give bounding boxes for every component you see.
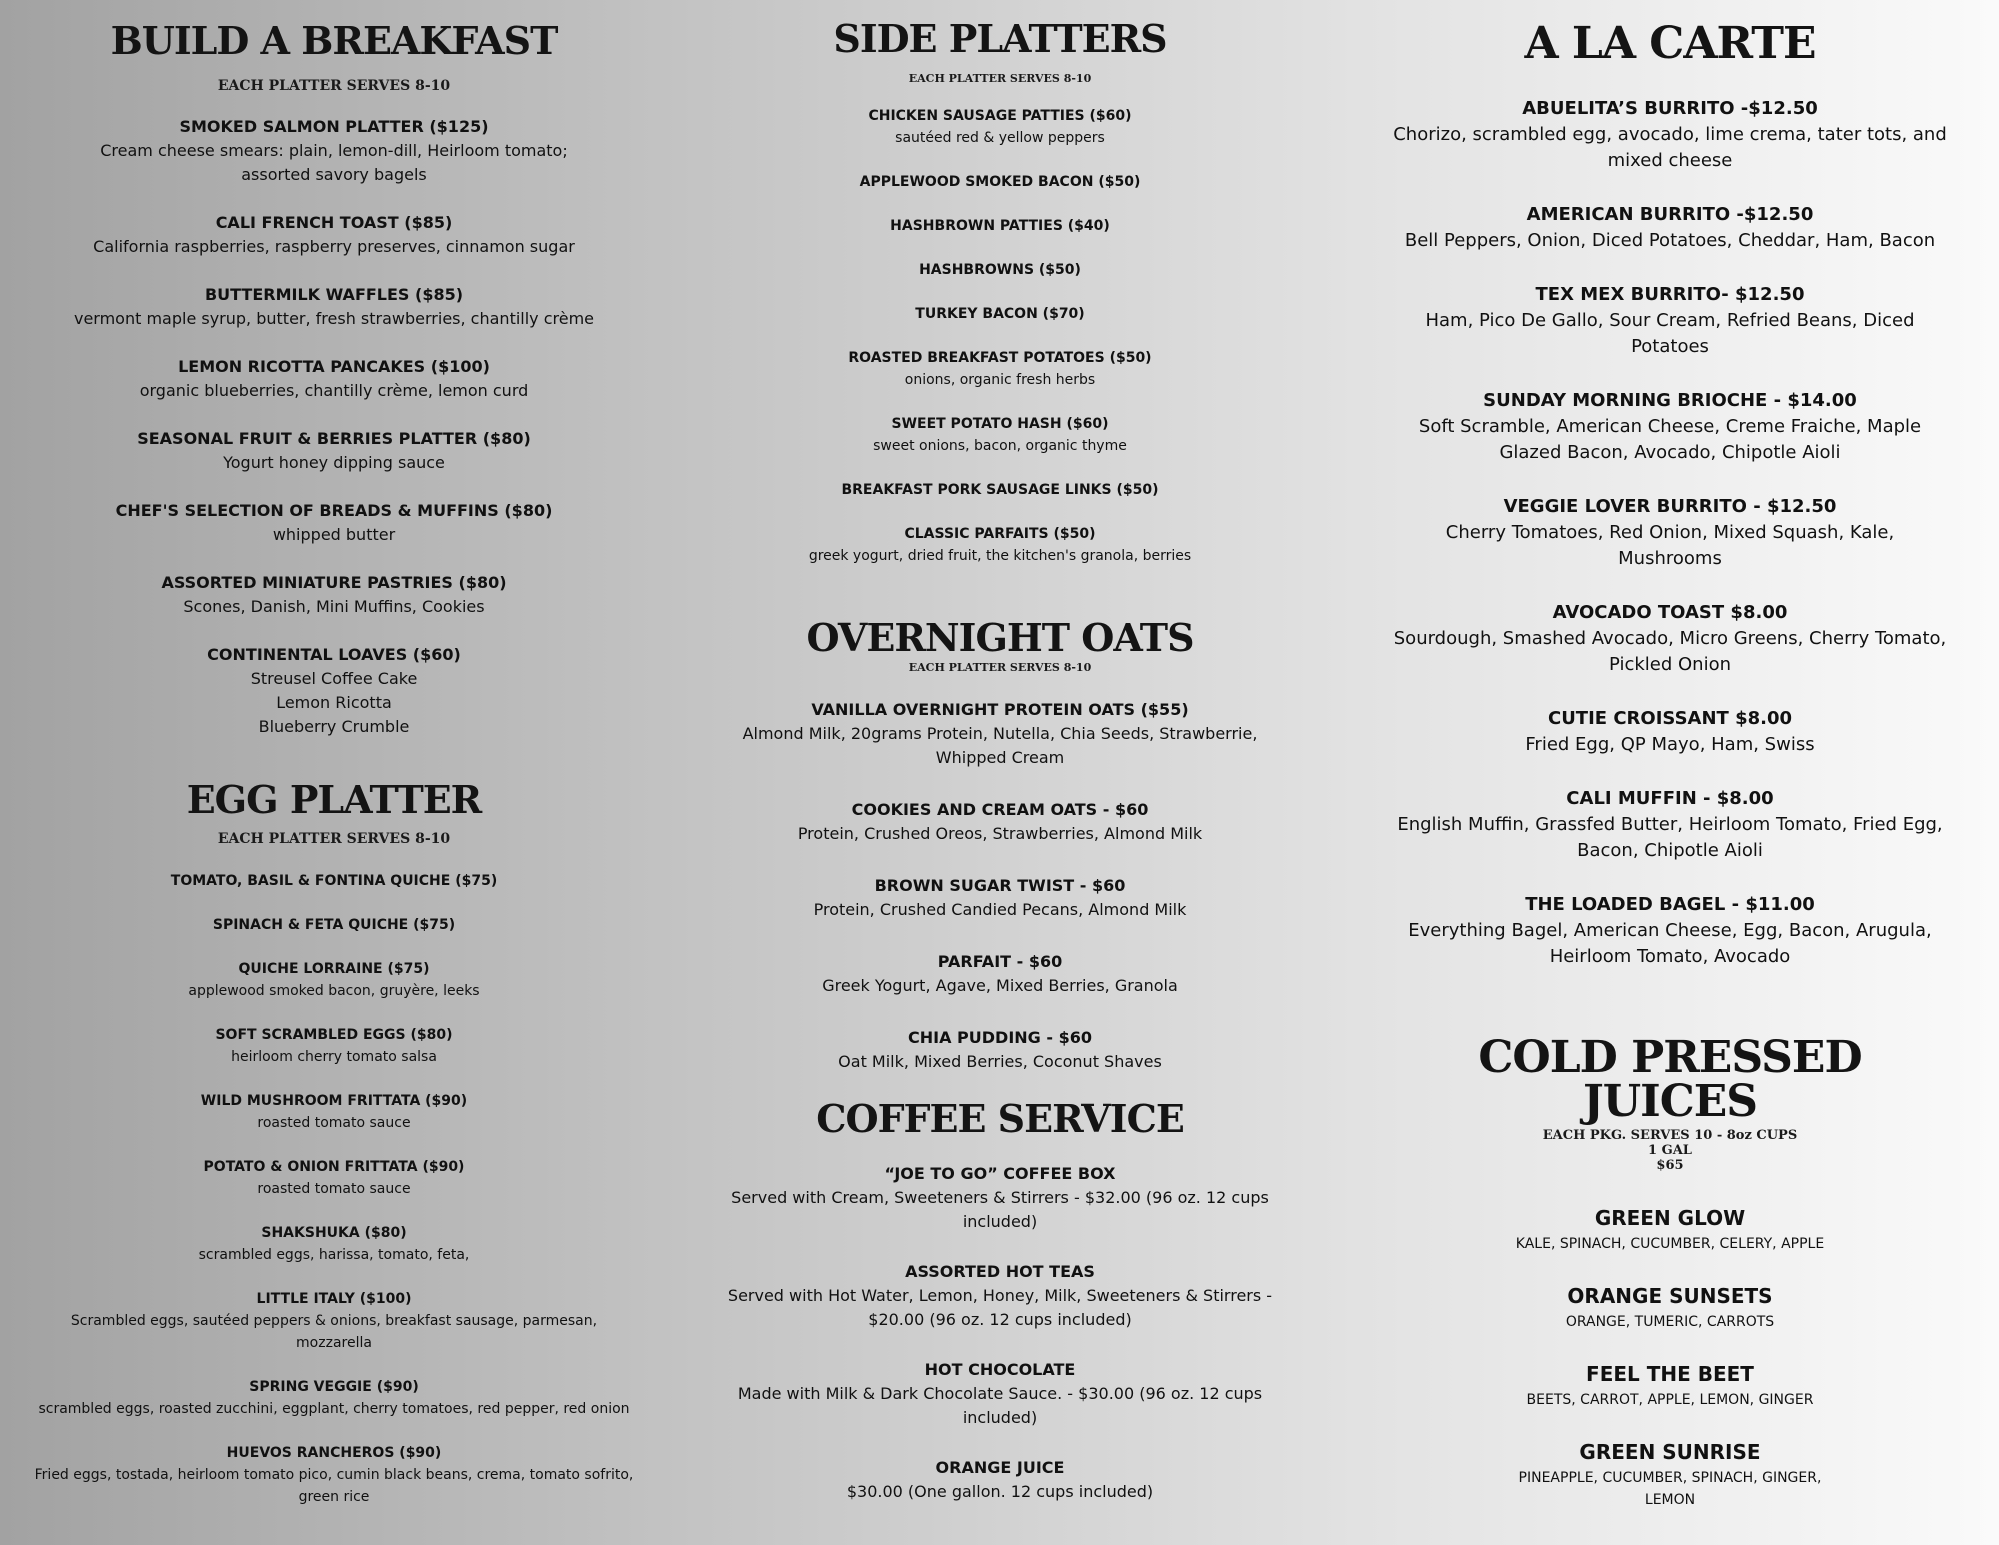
menu-item [700, 105, 1300, 149]
menu-item [14, 427, 654, 475]
menu-item-description: scrambled eggs, roasted zucchini, eggplant, cherry tomatoes, red pepper, red onion [38, 1400, 630, 1417]
menu-item [1360, 706, 1980, 758]
menu-item [700, 950, 1300, 998]
juice-serving-info: EACH PKG. SERVES 10 - 8oz CUPS [1542, 1128, 1798, 1143]
menu-item-name: QUICHE LORRAINE ($75) [238, 960, 430, 977]
menu-item-name: ASSORTED MINIATURE PASTRIES ($80) [161, 572, 507, 592]
menu-item-name: SPINACH & FETA QUICHE ($75) [212, 916, 456, 933]
menu-item-description: greek yogurt, dried fruit, the kitchen's granola, berries [808, 548, 1192, 565]
cold-pressed-juices-list [1360, 1203, 1980, 1511]
menu-item-name: ROASTED BREAKFAST POTATOES ($50) [848, 350, 1152, 367]
menu-item-name: AVOCADO TOAST $8.00 [1552, 602, 1788, 623]
side-platters-heading: SIDE PLATTERS [833, 16, 1167, 61]
menu-item-description: Yogurt honey dipping sauce [223, 452, 445, 472]
a-la-carte-list [1360, 96, 1980, 970]
menu-item-description: onions, organic fresh herbs [904, 372, 1096, 389]
middle-column [700, 0, 1300, 1504]
left-column [14, 0, 654, 1508]
menu-item [1360, 1359, 1980, 1411]
menu-item-description: Fried Egg, QP Mayo, Ham, Swiss [1525, 734, 1815, 755]
coffee-service-heading: COFFEE SERVICE [816, 1096, 1184, 1142]
cold-pressed-juices-heading-line2: JUICES [1582, 1076, 1758, 1127]
menu-item-name: “JOE TO GO” COFFEE BOX [884, 1164, 1116, 1184]
menu-item-description: Greek Yogurt, Agave, Mixed Berries, Granola [822, 976, 1178, 996]
menu-item [700, 874, 1300, 922]
menu-item [700, 1456, 1300, 1504]
menu-item [1360, 1281, 1980, 1333]
menu-item [14, 958, 654, 1002]
menu-item-name: CLASSIC PARFAITS ($50) [904, 526, 1096, 543]
menu-item [14, 115, 654, 187]
menu-item [14, 211, 654, 259]
menu-item-description: roasted tomato sauce [257, 1114, 411, 1131]
menu-item [1360, 786, 1980, 864]
menu-item-name: TOMATO, BASIL & FONTINA QUICHE ($75) [170, 872, 498, 889]
menu-item-name: BROWN SUGAR TWIST - $60 [874, 876, 1126, 896]
menu-item-description: heirloom cherry tomato salsa [231, 1048, 437, 1065]
menu-item-name: SEASONAL FRUIT & BERRIES PLATTER ($80) [137, 428, 531, 448]
menu-item [700, 1260, 1300, 1332]
menu-item-description: Ham, Pico De Gallo, Sour Cream, Refried Beans, Diced Potatoes [1425, 310, 1915, 357]
cold-pressed-juices-heading-line1: COLD PRESSED [1478, 1032, 1862, 1083]
menu-item-description: Streusel Coffee Cake Lemon Ricotta Blueberry Crumble [250, 668, 418, 736]
menu-item-name: CALI MUFFIN - $8.00 [1566, 788, 1774, 809]
menu-item [14, 283, 654, 331]
menu-item [700, 523, 1300, 567]
menu-item-name: PARFAIT - $60 [937, 952, 1063, 972]
menu-item [1360, 494, 1980, 572]
menu-item [14, 1376, 654, 1420]
menu-item-name: ASSORTED HOT TEAS [905, 1262, 1095, 1282]
menu-item-description: KALE, SPINACH, CUCUMBER, CELERY, APPLE [1515, 1236, 1825, 1252]
menu-item-description: sweet onions, bacon, organic thyme [873, 438, 1127, 455]
menu-item [700, 479, 1300, 501]
menu-item-name: BUTTERMILK WAFFLES ($85) [204, 284, 464, 304]
build-breakfast-subtitle: EACH PLATTER SERVES 8-10 [217, 78, 451, 94]
menu-item [1360, 282, 1980, 360]
menu-item-description: applewood smoked bacon, gruyère, leeks [188, 982, 480, 999]
menu-item-name: HASHBROWNS ($50) [919, 262, 1081, 279]
menu-item [1360, 202, 1980, 254]
menu-item-name: FEEL THE BEET [1586, 1362, 1754, 1386]
build-breakfast-list [14, 115, 654, 739]
menu-item-description: PINEAPPLE, CUCUMBER, SPINACH, GINGER, LEMON [1518, 1470, 1822, 1508]
menu-item-description: English Muffin, Grassfed Butter, Heirloom Tomato, Fried Egg, Bacon, Chipotle Aioli [1397, 814, 1943, 861]
menu-item-description: Fried eggs, tostada, heirloom tomato pico, cumin black beans, crema, tomato sofrito, green rice [34, 1466, 634, 1505]
menu-item-description: ORANGE, TUMERIC, CARROTS [1565, 1314, 1775, 1330]
menu-item [14, 914, 654, 936]
right-column [1360, 0, 1980, 1511]
egg-platter-list [14, 870, 654, 1508]
menu-item [700, 1358, 1300, 1430]
menu-item [700, 215, 1300, 237]
menu-item-name: SHAKSHUKA ($80) [261, 1224, 407, 1241]
menu-item [700, 798, 1300, 846]
menu-item-description: Scrambled eggs, sautéed peppers & onions, breakfast sausage, parmesan, mozzarella [70, 1312, 598, 1351]
menu-item-description: scrambled eggs, harissa, tomato, feta, [198, 1246, 470, 1263]
coffee-service-list [700, 1162, 1300, 1504]
menu-item-name: WILD MUSHROOM FRITTATA ($90) [200, 1092, 468, 1109]
menu-item-description: Chorizo, scrambled egg, avocado, lime crema, tater tots, and mixed cheese [1393, 124, 1947, 171]
menu-item-name: GREEN SUNRISE [1579, 1440, 1761, 1464]
menu-item-name: THE LOADED BAGEL - $11.00 [1525, 894, 1815, 915]
menu-item-description: sautéed red & yellow peppers [895, 130, 1105, 147]
side-platters-subtitle: EACH PLATTER SERVES 8-10 [908, 72, 1092, 85]
menu-item-name: HOT CHOCOLATE [924, 1360, 1076, 1380]
menu-item-description: California raspberries, raspberry preserves, cinnamon sugar [93, 236, 575, 256]
menu-item [700, 1026, 1300, 1074]
menu-item-name: CALI FRENCH TOAST ($85) [215, 212, 453, 232]
menu-item-name: ORANGE JUICE [935, 1458, 1065, 1478]
menu-item-name: SPRING VEGGIE ($90) [249, 1378, 419, 1395]
menu-item-name: CHIA PUDDING - $60 [908, 1028, 1092, 1048]
menu-item [14, 1024, 654, 1068]
menu-item-description: Protein, Crushed Candied Pecans, Almond Milk [813, 900, 1187, 920]
menu-item-description: Cream cheese smears: plain, lemon-dill, Heirloom tomato; assorted savory bagels [100, 140, 568, 184]
menu-item-description: Protein, Crushed Oreos, Strawberries, Almond Milk [797, 824, 1203, 844]
menu-item-name: TURKEY BACON ($70) [915, 306, 1085, 323]
menu-item-name: VANILLA OVERNIGHT PROTEIN OATS ($55) [811, 700, 1189, 720]
menu-item-description: organic blueberries, chantilly crème, lemon curd [139, 380, 529, 400]
menu-item-name: VEGGIE LOVER BURRITO - $12.50 [1503, 496, 1837, 517]
menu-item-description: Served with Hot Water, Lemon, Honey, Milk, Sweeteners & Stirrers - $20.00 (96 oz. 12 cups included) [727, 1286, 1273, 1330]
menu-item [1360, 1203, 1980, 1255]
menu-item [700, 259, 1300, 281]
menu-item-name: ABUELITA’S BURRITO -$12.50 [1522, 98, 1818, 119]
menu-item [14, 1156, 654, 1200]
menu-item-description: Scones, Danish, Mini Muffins, Cookies [183, 596, 485, 616]
menu-item-name: TEX MEX BURRITO- $12.50 [1535, 284, 1805, 305]
menu-item-name: BREAKFAST PORK SAUSAGE LINKS ($50) [841, 482, 1159, 499]
menu-item [1360, 892, 1980, 970]
menu-item-description: Soft Scramble, American Cheese, Creme Fraiche, Maple Glazed Bacon, Avocado, Chipotle Aioli [1418, 416, 1922, 463]
menu-item-name: HUEVOS RANCHEROS ($90) [226, 1444, 442, 1461]
menu-item-name: CONTINENTAL LOAVES ($60) [207, 644, 461, 664]
a-la-carte-heading: A LA CARTE [1524, 18, 1816, 69]
menu-item-description: BEETS, CARROT, APPLE, LEMON, GINGER [1526, 1392, 1814, 1408]
menu-item-name: LEMON RICOTTA PANCAKES ($100) [178, 356, 490, 376]
overnight-oats-heading: OVERNIGHT OATS [806, 615, 1194, 661]
menu-item-description: Sourdough, Smashed Avocado, Micro Greens, Cherry Tomato, Pickled Onion [1393, 628, 1947, 675]
menu-item-name: CHEF'S SELECTION OF BREADS & MUFFINS ($80) [115, 500, 553, 520]
menu-item [14, 1090, 654, 1134]
cold-pressed-juices-heading [1360, 1032, 1980, 1127]
menu-item-name: SOFT SCRAMBLED EGGS ($80) [215, 1026, 453, 1043]
build-breakfast-heading: BUILD A BREAKFAST [110, 18, 558, 63]
menu-item-description: roasted tomato sauce [257, 1180, 411, 1197]
menu-item-description: Cherry Tomatoes, Red Onion, Mixed Squash, Kale, Mushrooms [1445, 522, 1895, 569]
menu-item [700, 698, 1300, 770]
menu-item-name: AMERICAN BURRITO -$12.50 [1526, 204, 1814, 225]
menu-item [14, 1222, 654, 1266]
menu-item [14, 571, 654, 619]
menu-item-name: COOKIES AND CREAM OATS - $60 [851, 800, 1149, 820]
menu-item-name: CHICKEN SAUSAGE PATTIES ($60) [868, 108, 1132, 125]
menu-item [14, 355, 654, 403]
menu-item [14, 499, 654, 547]
menu-item-name: SWEET POTATO HASH ($60) [891, 416, 1109, 433]
menu-item-description: vermont maple syrup, butter, fresh strawberries, chantilly crème [73, 308, 595, 328]
juice-volume-info: 1 GAL [1648, 1143, 1692, 1158]
menu-item [14, 643, 654, 739]
overnight-oats-list [700, 698, 1300, 1074]
menu-item [700, 303, 1300, 325]
menu-item-name: LITTLE ITALY ($100) [256, 1290, 412, 1307]
juice-price-info: $65 [1656, 1158, 1684, 1173]
menu-item-description: Oat Milk, Mixed Berries, Coconut Shaves [838, 1052, 1162, 1072]
cold-pressed-juices-subtitle [1360, 1128, 1980, 1173]
egg-platter-subtitle: EACH PLATTER SERVES 8-10 [217, 830, 451, 847]
menu-item [1360, 388, 1980, 466]
menu-item-name: CUTIE CROISSANT $8.00 [1547, 708, 1793, 729]
menu-item [1360, 1437, 1980, 1511]
egg-platter-heading: EGG PLATTER [186, 776, 482, 822]
menu-item-name: GREEN GLOW [1594, 1206, 1746, 1230]
menu-item-description: Everything Bagel, American Cheese, Egg, Bacon, Arugula, Heirloom Tomato, Avocado [1408, 920, 1932, 967]
menu-item [1360, 600, 1980, 678]
overnight-oats-subtitle: EACH PLATTER SERVES 8-10 [908, 661, 1092, 675]
menu-item-name: ORANGE SUNSETS [1567, 1284, 1773, 1308]
menu-item [14, 1442, 654, 1508]
menu-item [700, 1162, 1300, 1234]
menu-item [700, 413, 1300, 457]
menu-item-description: Made with Milk & Dark Chocolate Sauce. - $30.00 (96 oz. 12 cups included) [737, 1384, 1263, 1428]
menu-item-name: POTATO & ONION FRITTATA ($90) [203, 1158, 465, 1175]
menu-item [14, 1288, 654, 1354]
menu-item-description: Bell Peppers, Onion, Diced Potatoes, Cheddar, Ham, Bacon [1404, 230, 1936, 251]
menu-item-name: APPLEWOOD SMOKED BACON ($50) [859, 174, 1141, 191]
menu-item-name: SUNDAY MORNING BRIOCHE - $14.00 [1483, 390, 1857, 411]
side-platters-list [700, 105, 1300, 567]
menu-item-name: HASHBROWN PATTIES ($40) [890, 218, 1110, 235]
menu-item-description: $30.00 (One gallon. 12 cups included) [846, 1482, 1154, 1502]
menu-item [14, 870, 654, 892]
menu-item-name: SMOKED SALMON PLATTER ($125) [179, 116, 489, 136]
menu-item [700, 171, 1300, 193]
menu-item-description: Served with Cream, Sweeteners & Stirrers - $32.00 (96 oz. 12 cups included) [731, 1188, 1269, 1232]
menu-item-description: Almond Milk, 20grams Protein, Nutella, Chia Seeds, Strawberrie, Whipped Cream [742, 724, 1258, 768]
menu-item-description: whipped butter [272, 524, 396, 544]
menu-item [1360, 96, 1980, 174]
menu-item [700, 347, 1300, 391]
